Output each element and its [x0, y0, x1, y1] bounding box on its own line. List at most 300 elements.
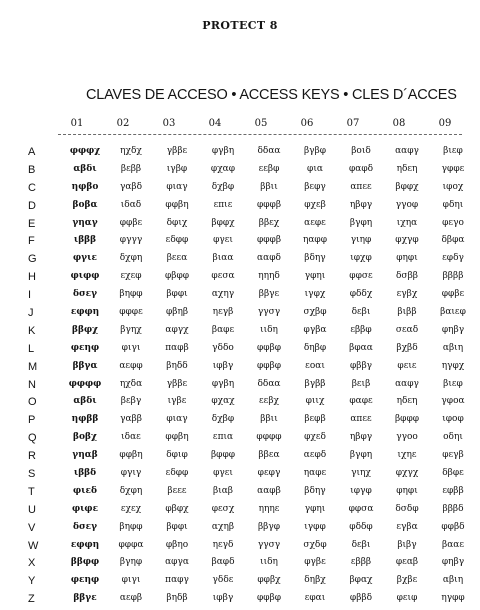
key-cell: φφβφ: [256, 593, 282, 604]
key-cell: φφφβ: [256, 235, 282, 246]
key-cell: φχαχ: [211, 396, 235, 407]
key-cell: φφβη: [119, 450, 143, 461]
key-cell: βφαα: [349, 342, 373, 353]
row-letter: M: [28, 360, 38, 373]
key-cell: φχεδ: [304, 432, 326, 443]
table-row: [28, 199, 468, 217]
row-letter: R: [28, 450, 36, 463]
key-cell: βιεφ: [443, 146, 463, 156]
column-header: 09: [438, 118, 452, 129]
key-cell: γγοφ: [395, 199, 419, 210]
key-cell: φφβε: [441, 289, 465, 300]
table-row: [28, 485, 468, 503]
key-cell: εγβα: [396, 521, 418, 532]
key-cell: γφηι: [304, 503, 326, 514]
key-cell: βεφγ: [304, 181, 326, 192]
key-cell: ηφβο: [71, 181, 99, 192]
key-cell: βοβα: [72, 199, 98, 210]
key-cell: βφφφ: [394, 414, 420, 425]
key-cell: γδδε: [212, 575, 234, 586]
table-row: [28, 163, 468, 181]
key-cell: ιγβφ: [166, 163, 188, 174]
key-cell: σεαδ: [395, 324, 419, 335]
key-cell: φφφβ: [256, 199, 282, 210]
key-cell: γηαβ: [72, 450, 98, 461]
key-cell: γιηφ: [350, 235, 372, 246]
key-cell: απεε: [350, 414, 372, 425]
key-cell: ηβφγ: [349, 199, 373, 210]
key-cell: φβφχ: [165, 503, 189, 514]
key-cell: ββεχ: [258, 217, 280, 228]
key-cell: βγββ: [304, 378, 326, 389]
key-cell: φφσε: [349, 271, 373, 282]
key-cell: βιβγ: [397, 539, 417, 550]
key-cell: φιγι: [121, 342, 141, 353]
key-cell: φιαγ: [166, 414, 188, 425]
row-letter: I: [28, 289, 32, 302]
key-cell: βχβε: [396, 575, 418, 586]
key-cell: φεφγ: [257, 468, 281, 479]
row-letter: N: [28, 378, 36, 391]
key-cell: γββε: [166, 146, 188, 156]
key-cell: φγβη: [211, 146, 235, 156]
key-cell: φφβχ: [257, 575, 281, 586]
column-header: 03: [162, 118, 176, 129]
key-cell: γφφε: [441, 163, 465, 174]
table-row: [28, 306, 468, 324]
row-letter: V: [28, 521, 36, 534]
key-cell: ββεα: [258, 450, 280, 461]
row-letter: D: [28, 199, 36, 212]
row-letter: Z: [28, 593, 35, 606]
row-letter: H: [28, 271, 36, 284]
key-cell: φιιχ: [305, 396, 325, 407]
access-keys-table: [28, 145, 468, 610]
key-cell: γιηχ: [351, 468, 371, 479]
key-cell: εγβχ: [396, 289, 418, 300]
key-cell: φφφφ: [68, 378, 102, 389]
key-cell: φεηφ: [70, 575, 100, 586]
key-cell: βαφδ: [211, 557, 235, 568]
key-cell: βιββ: [397, 307, 417, 318]
key-cell: φια: [307, 163, 323, 174]
key-cell: βεββ: [120, 163, 142, 174]
key-cell: βεεα: [166, 253, 188, 264]
key-cell: εχεφ: [120, 271, 142, 282]
key-cell: αεφφ: [119, 360, 143, 371]
key-cell: βιαβ: [212, 485, 233, 496]
key-cell: εφαι: [304, 593, 326, 604]
key-cell: βφφι: [166, 521, 188, 532]
key-cell: φιεδ: [73, 485, 97, 496]
key-cell: φφβη: [165, 432, 189, 443]
row-letter: G: [28, 253, 37, 266]
table-row: [28, 181, 468, 199]
key-cell: αεφδ: [303, 450, 327, 461]
key-cell: εφφη: [70, 539, 100, 550]
key-cell: βββδ: [442, 503, 464, 514]
row-letter: E: [28, 217, 36, 230]
key-cell: φφβφ: [256, 360, 282, 371]
key-cell: ιιδη: [260, 324, 278, 335]
key-cell: ιδαε: [121, 432, 141, 443]
key-cell: δσββ: [396, 271, 418, 282]
key-cell: φδδχ: [349, 289, 373, 300]
row-letter: O: [28, 396, 37, 409]
key-cell: βχβδ: [396, 342, 418, 353]
key-cell: δσεγ: [72, 521, 98, 532]
key-cell: εβββ: [350, 557, 372, 568]
key-cell: ηβφγ: [349, 432, 373, 443]
key-cell: ββββ: [442, 271, 464, 282]
key-cell: ιγφχ: [304, 289, 326, 300]
key-cell: γγσγ: [257, 307, 281, 318]
key-cell: φιφε: [71, 503, 99, 514]
table-row: [28, 556, 468, 574]
key-cell: βηφφ: [119, 521, 143, 532]
key-cell: φφβφ: [256, 342, 282, 353]
key-cell: βγηχ: [120, 324, 142, 335]
key-cell: ιββδ: [73, 468, 97, 479]
key-cell: φιγι: [121, 575, 141, 586]
key-cell: εεβχ: [259, 396, 279, 407]
column-header: 02: [116, 118, 130, 129]
key-cell: φαφε: [349, 396, 373, 407]
key-cell: ιιδη: [260, 557, 278, 568]
key-cell: ββφχ: [71, 324, 98, 335]
key-cell: ηδεη: [396, 163, 418, 174]
key-cell: φεγβ: [442, 450, 464, 461]
row-letter: U: [28, 503, 36, 516]
row-letter: C: [28, 181, 36, 194]
key-cell: γηαγ: [72, 217, 98, 228]
key-cell: φεσχ: [211, 503, 235, 514]
key-cell: ιφοχ: [442, 181, 464, 192]
key-cell: ιχηε: [397, 450, 417, 461]
key-cell: βειβ: [351, 378, 371, 389]
table-row: [28, 342, 468, 360]
table-row: [28, 521, 468, 539]
key-cell: ιφβγ: [212, 593, 234, 604]
key-cell: εββφ: [350, 324, 372, 335]
key-cell: δχβφ: [211, 181, 235, 192]
table-row: [28, 592, 468, 610]
key-cell: εφββ: [442, 485, 464, 496]
key-cell: ιχηα: [396, 217, 418, 228]
key-cell: ββγφ: [257, 521, 281, 532]
key-cell: φβηβ: [165, 307, 189, 318]
row-letter: B: [28, 163, 36, 176]
key-cell: επια: [212, 432, 234, 443]
key-cell: ηχδχ: [120, 146, 142, 156]
key-cell: ααφγ: [395, 378, 419, 389]
key-cell: φβηο: [165, 539, 189, 550]
key-cell: φββδ: [349, 593, 373, 604]
key-cell: φγιε: [73, 253, 97, 264]
key-cell: φειφ: [396, 593, 418, 604]
key-cell: βηδβ: [166, 593, 188, 604]
key-cell: φγβα: [303, 324, 327, 335]
key-cell: ηδεη: [396, 396, 418, 407]
key-cell: αβιη: [442, 342, 464, 353]
key-cell: βφφφ: [210, 450, 236, 461]
key-cell: αχηγ: [211, 289, 235, 300]
table-row: [28, 467, 468, 485]
table-heading: CLAVES DE ACCESO • ACCESS KEYS • CLES D´ACCES: [86, 87, 457, 103]
key-cell: σχδφ: [303, 539, 327, 550]
key-cell: φηβγ: [441, 324, 465, 335]
key-cell: φεγο: [442, 217, 464, 228]
key-cell: ηχδα: [119, 378, 143, 389]
key-cell: βγβφ: [303, 146, 327, 156]
key-cell: βεεε: [167, 485, 187, 496]
table-row: [28, 234, 468, 252]
key-cell: βφφχ: [395, 181, 419, 192]
key-cell: βεφβ: [304, 414, 326, 425]
table-row: [28, 252, 468, 270]
key-cell: φγιγ: [120, 468, 142, 479]
table-row: [28, 378, 468, 396]
key-cell: φεσα: [211, 271, 235, 282]
key-cell: φδηι: [442, 199, 464, 210]
column-header: 04: [208, 118, 222, 129]
key-cell: ββγε: [258, 289, 280, 300]
row-letter: S: [28, 468, 36, 481]
key-cell: ηφββ: [71, 414, 99, 425]
key-cell: δχφη: [119, 253, 143, 264]
key-cell: βγφη: [349, 217, 373, 228]
key-cell: φγει: [213, 468, 233, 479]
key-cell: παφβ: [165, 342, 189, 353]
table-row: [28, 395, 468, 413]
key-cell: βαφε: [211, 324, 235, 335]
table-row: [28, 539, 468, 557]
key-cell: εεβφ: [258, 163, 280, 174]
column-header: 07: [346, 118, 360, 129]
key-cell: ααφβ: [257, 485, 281, 496]
row-letter: W: [28, 539, 39, 552]
key-cell: γββε: [166, 378, 188, 389]
row-letter: X: [28, 557, 36, 570]
header-divider: [58, 134, 462, 135]
column-header: 01: [70, 118, 84, 129]
table-row: [28, 360, 468, 378]
key-cell: ββγα: [72, 360, 98, 371]
key-cell: φηβγ: [441, 557, 465, 568]
key-cell: ιφγφ: [350, 485, 372, 496]
row-letter: T: [28, 485, 35, 498]
key-cell: βφφχ: [211, 217, 235, 228]
key-cell: φαφδ: [348, 163, 374, 174]
key-cell: ιφβγ: [212, 360, 234, 371]
row-letter: F: [28, 235, 35, 248]
key-cell: δχβφ: [211, 414, 235, 425]
key-cell: φγβε: [304, 557, 326, 568]
key-cell: φχαφ: [210, 163, 236, 174]
key-cell: ιφχφ: [350, 253, 372, 264]
key-cell: βγφη: [349, 450, 373, 461]
key-cell: φεαβ: [395, 557, 419, 568]
page-title: PROTECT 8: [202, 19, 278, 32]
column-header: 05: [254, 118, 268, 129]
key-cell: δσεγ: [72, 289, 98, 300]
key-cell: βηδδ: [166, 360, 188, 371]
key-cell: ααφγ: [395, 146, 419, 156]
key-cell: δεβι: [351, 539, 371, 550]
key-cell: βοιδ: [351, 146, 371, 156]
key-cell: ηγφφ: [441, 593, 465, 604]
key-cell: παφγ: [165, 575, 189, 586]
key-cell: εφφη: [70, 307, 100, 318]
key-cell: δσδφ: [395, 503, 419, 514]
key-cell: εδφφ: [165, 468, 189, 479]
column-header: 06: [300, 118, 314, 129]
key-cell: ιφοφ: [442, 414, 464, 425]
key-cell: ηεγβ: [212, 307, 234, 318]
column-headers: [54, 118, 464, 132]
row-letter: Q: [28, 432, 37, 445]
key-cell: φιφφ: [70, 271, 100, 282]
key-cell: ββιι: [260, 181, 278, 192]
key-cell: δφιχ: [166, 217, 188, 228]
table-row: [28, 217, 468, 235]
key-cell: αχηβ: [211, 521, 235, 532]
key-cell: φγει: [213, 235, 233, 246]
key-cell: γδδο: [212, 342, 234, 353]
key-cell: βφαχ: [349, 575, 373, 586]
key-cell: ιβββ: [73, 235, 97, 246]
key-cell: φφφφ: [256, 432, 282, 443]
key-cell: γγσγ: [257, 539, 281, 550]
key-cell: αβδι: [73, 396, 97, 407]
key-cell: δβφα: [441, 235, 465, 246]
key-cell: βοβχ: [73, 432, 97, 443]
key-cell: δβφε: [442, 468, 464, 479]
key-cell: βγηφ: [119, 557, 143, 568]
key-cell: βαιεφ: [440, 307, 466, 318]
key-cell: ιγφφ: [304, 521, 326, 532]
row-letter: Y: [28, 575, 36, 588]
key-cell: βδηγ: [304, 253, 326, 264]
key-cell: ηηηε: [258, 503, 280, 514]
key-cell: ββγε: [73, 593, 97, 604]
key-cell: βηφφ: [119, 289, 143, 300]
row-letter: K: [28, 324, 36, 337]
key-cell: οδηι: [443, 432, 463, 443]
table-row: [28, 431, 468, 449]
key-cell: εοαι: [305, 360, 325, 371]
key-cell: αφγχ: [165, 324, 189, 335]
key-cell: ιδαδ: [120, 199, 142, 210]
table-row: [28, 145, 468, 163]
key-cell: φφβδ: [441, 521, 465, 532]
key-cell: αφγα: [165, 557, 189, 568]
key-cell: φφβη: [165, 199, 189, 210]
key-cell: δδαα: [257, 146, 281, 156]
key-cell: φββγ: [349, 360, 373, 371]
key-cell: βφφι: [166, 289, 188, 300]
key-cell: εφδγ: [442, 253, 464, 264]
key-cell: ιγβε: [167, 396, 187, 407]
key-cell: εχεχ: [120, 503, 142, 514]
key-cell: δεβι: [351, 307, 371, 318]
key-cell: αεφε: [304, 217, 326, 228]
table-row: [28, 503, 468, 521]
key-cell: γγοο: [396, 432, 418, 443]
key-cell: δηβχ: [304, 575, 326, 586]
key-cell: αεφβ: [119, 593, 143, 604]
key-cell: ηαφε: [303, 468, 327, 479]
key-cell: φγγγ: [119, 235, 143, 246]
key-cell: ηηηδ: [258, 271, 280, 282]
key-cell: φφβε: [119, 217, 143, 228]
key-cell: γαβδ: [119, 181, 143, 192]
column-header: 08: [392, 118, 406, 129]
key-cell: φβφφ: [164, 271, 190, 282]
key-cell: γφοα: [441, 396, 465, 407]
key-cell: αβδι: [73, 163, 97, 174]
table-row: [28, 270, 468, 288]
key-cell: φηφι: [396, 485, 418, 496]
row-letter: L: [28, 342, 35, 355]
key-cell: γαββ: [120, 414, 142, 425]
key-cell: ηαφφ: [302, 235, 328, 246]
key-cell: ηεγδ: [212, 539, 234, 550]
key-cell: βδηγ: [304, 485, 326, 496]
key-cell: δφιφ: [166, 450, 188, 461]
key-cell: απεε: [350, 181, 372, 192]
key-cell: φδδφ: [349, 521, 373, 532]
key-cell: ηγφχ: [441, 360, 465, 371]
key-cell: γφηι: [304, 271, 326, 282]
key-cell: ββιι: [260, 414, 278, 425]
key-cell: βεβγ: [120, 396, 142, 407]
table-row: [28, 574, 468, 592]
row-letter: J: [28, 307, 34, 320]
key-cell: φφφχ: [69, 146, 101, 156]
key-cell: φφσα: [348, 503, 374, 514]
key-cell: εδφφ: [165, 235, 189, 246]
key-cell: φχεβ: [304, 199, 326, 210]
table-row: [28, 288, 468, 306]
key-cell: φφφα: [118, 539, 144, 550]
key-cell: δηβφ: [303, 342, 327, 353]
key-cell: φχγφ: [395, 235, 419, 246]
key-cell: φγβη: [211, 378, 235, 389]
key-cell: βααε: [441, 539, 465, 550]
key-cell: φειε: [397, 360, 417, 371]
key-cell: φφφε: [119, 307, 143, 318]
key-cell: βιαα: [212, 253, 234, 264]
key-cell: φεηφ: [70, 342, 100, 353]
key-cell: φιαγ: [166, 181, 188, 192]
key-cell: ββφφ: [70, 557, 100, 568]
key-cell: αβιη: [442, 575, 464, 586]
row-letter: P: [28, 414, 36, 427]
table-row: [28, 449, 468, 467]
key-cell: φχγχ: [395, 468, 419, 479]
row-letter: A: [28, 146, 36, 158]
key-cell: δχφη: [119, 485, 143, 496]
key-cell: σχβφ: [303, 307, 327, 318]
table-row: [28, 413, 468, 431]
key-cell: ααφδ: [257, 253, 281, 264]
key-cell: επιε: [213, 199, 233, 210]
table-row: [28, 324, 468, 342]
key-cell: δδαα: [257, 378, 281, 389]
key-cell: βιεφ: [443, 378, 463, 389]
key-cell: φηφι: [396, 253, 418, 264]
